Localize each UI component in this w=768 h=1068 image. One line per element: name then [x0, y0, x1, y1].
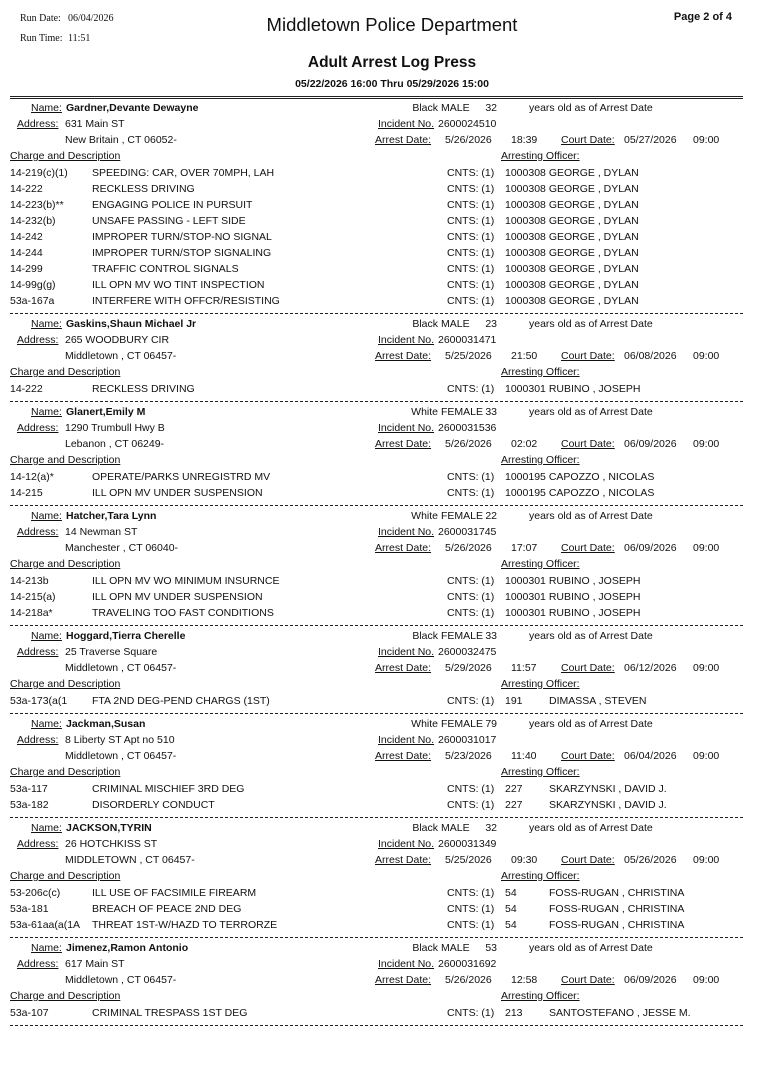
record-divider — [10, 713, 743, 714]
incident-number: 2600032475 — [438, 646, 497, 658]
arrest-date: 5/23/2026 — [445, 750, 492, 762]
charge-counts: CNTS: (1) — [447, 263, 495, 275]
arrest-time: 12:58 — [511, 974, 538, 986]
arrest-time: 11:40 — [511, 750, 537, 762]
arrestee-sex: FEMALE — [441, 718, 484, 730]
arrest-records — [0, 101, 768, 1029]
charge-counts: CNTS: (1) — [447, 799, 495, 811]
charge-code: 14-299 — [10, 263, 43, 275]
age-suffix: years old as of Arrest Date — [529, 718, 653, 730]
charge-code: 14-219(c)(1) — [10, 167, 68, 179]
charge-header: Charge and Description — [10, 678, 121, 690]
age-suffix: years old as of Arrest Date — [529, 510, 653, 522]
incident-number: 2600031349 — [438, 838, 497, 850]
charge-counts: CNTS: (1) — [447, 199, 495, 211]
arrestee-age: 23 — [485, 318, 497, 330]
charge-description: THREAT 1ST-W/HAZD TO TERRORZE — [92, 919, 278, 931]
court-date-label: Court Date: — [561, 542, 615, 554]
arrest-record — [0, 717, 768, 821]
officer-id: 213 — [505, 1007, 523, 1019]
court-time: 09:00 — [693, 438, 720, 450]
arresting-officer-header: Arresting Officer: — [501, 454, 580, 466]
officer-id: 1000308 GEORGE , DYLAN — [505, 279, 639, 291]
charge-counts: CNTS: (1) — [447, 903, 495, 915]
incident-number: 2600031536 — [438, 422, 497, 434]
age-suffix: years old as of Arrest Date — [529, 942, 653, 954]
record-divider — [10, 937, 743, 938]
arrestee-sex: MALE — [441, 318, 470, 330]
court-date-label: Court Date: — [561, 438, 615, 450]
address-line-2: Lebanon , CT 06249- — [65, 438, 165, 450]
officer-id: 227 — [505, 799, 523, 811]
court-date-label: Court Date: — [561, 750, 615, 762]
arrest-date-label: Arrest Date: — [375, 438, 432, 450]
record-divider — [10, 625, 743, 626]
incident-label: Incident No. — [378, 838, 435, 850]
arrestee-age: 22 — [485, 510, 497, 522]
officer-id: 1000301 RUBINO , JOSEPH — [505, 607, 641, 619]
arresting-officer-header: Arresting Officer: — [501, 766, 580, 778]
officer-name: CAPOZZO , NICOLAS — [548, 487, 655, 499]
record-divider — [10, 817, 743, 818]
arrestee-name: Gardner,Devante Dewayne — [66, 102, 199, 114]
incident-number: 2600024510 — [438, 118, 497, 130]
arrest-record — [0, 405, 768, 509]
court-date: 05/26/2026 — [624, 854, 677, 866]
arrestee-name: Hatcher,Tara Lynn — [66, 510, 157, 522]
arrestee-race: White — [411, 406, 438, 418]
charge-counts: CNTS: (1) — [447, 1007, 495, 1019]
officer-id: 1000308 GEORGE , DYLAN — [505, 215, 639, 227]
age-suffix: years old as of Arrest Date — [529, 630, 653, 642]
address-line-1: 617 Main ST — [65, 958, 125, 970]
name-label: Name: — [31, 718, 62, 730]
officer-name: GEORGE , DYLAN — [548, 167, 639, 179]
officer-name: FOSS-RUGAN , CHRISTINA — [549, 903, 685, 915]
incident-label: Incident No. — [378, 526, 435, 538]
incident-label: Incident No. — [378, 958, 435, 970]
court-date: 06/08/2026 — [624, 350, 677, 362]
department-name: Middletown Police Department — [266, 14, 518, 35]
incident-label: Incident No. — [378, 334, 435, 346]
court-time: 09:00 — [693, 134, 720, 146]
arrest-record — [0, 509, 768, 629]
officer-id: 1000308 GEORGE , DYLAN — [505, 199, 639, 211]
address-label: Address: — [17, 958, 59, 970]
arrest-record — [0, 821, 768, 941]
address-label: Address: — [17, 422, 59, 434]
court-time: 09:00 — [693, 974, 720, 986]
arrestee-race: White — [411, 510, 438, 522]
address-line-2: Manchester , CT 06040- — [65, 542, 179, 554]
charge-counts: CNTS: (1) — [447, 487, 495, 499]
court-date-label: Court Date: — [561, 350, 615, 362]
address-line-1: 265 WOODBURY CIR — [65, 334, 170, 346]
address-label: Address: — [17, 334, 59, 346]
charge-code: 14-232(b) — [10, 215, 56, 227]
court-time: 09:00 — [693, 542, 720, 554]
address-line-1: 26 HOTCHKISS ST — [65, 838, 158, 850]
arrestee-name: Hoggard,Tierra Cherelle — [66, 630, 186, 642]
officer-name: RUBINO , JOSEPH — [548, 607, 641, 619]
charge-code: 14-215(a) — [10, 591, 56, 603]
arrestee-race: Black — [412, 318, 438, 330]
charge-description: SPEEDING: CAR, OVER 70MPH, LAH — [92, 167, 275, 179]
arresting-officer-header: Arresting Officer: — [501, 870, 580, 882]
incident-number: 2600031745 — [438, 526, 497, 538]
court-date: 06/04/2026 — [624, 750, 677, 762]
arrest-time: 18:39 — [511, 134, 538, 146]
arrest-time: 17:07 — [511, 542, 538, 554]
charge-code: 14-222 — [10, 383, 43, 395]
charge-counts: CNTS: (1) — [447, 887, 495, 899]
address-line-2: Middletown , CT 06457- — [65, 662, 177, 674]
record-divider — [10, 401, 743, 402]
arrest-date: 5/26/2026 — [445, 974, 492, 986]
charge-description: RECKLESS DRIVING — [92, 183, 195, 195]
charge-code: 53a-182 — [10, 799, 49, 811]
arrestee-name: Jackman,Susan — [66, 718, 146, 730]
charge-description: DISORDERLY CONDUCT — [92, 799, 215, 811]
address-label: Address: — [17, 526, 59, 538]
charge-header: Charge and Description — [10, 870, 121, 882]
age-suffix: years old as of Arrest Date — [529, 822, 653, 834]
charge-counts: CNTS: (1) — [447, 783, 495, 795]
address-line-1: 14 Newman ST — [65, 526, 138, 538]
run-time-label: Run Time: — [20, 33, 63, 44]
officer-id: 1000308 GEORGE , DYLAN — [505, 167, 639, 179]
officer-name: GEORGE , DYLAN — [548, 279, 639, 291]
arresting-officer-header: Arresting Officer: — [501, 990, 580, 1002]
officer-name: GEORGE , DYLAN — [548, 263, 639, 275]
officer-id: 1000301 RUBINO , JOSEPH — [505, 575, 641, 587]
arrestee-sex: FEMALE — [441, 406, 484, 418]
officer-name: GEORGE , DYLAN — [548, 231, 639, 243]
address-line-1: 631 Main ST — [65, 118, 125, 130]
address-line-2: Middletown , CT 06457- — [65, 750, 177, 762]
arrestee-sex: MALE — [441, 822, 470, 834]
officer-name: RUBINO , JOSEPH — [548, 383, 641, 395]
age-suffix: years old as of Arrest Date — [529, 102, 653, 114]
arrest-date-label: Arrest Date: — [375, 854, 432, 866]
charge-counts: CNTS: (1) — [447, 575, 495, 587]
charge-description: IMPROPER TURN/STOP SIGNALING — [92, 247, 272, 259]
charge-code: 14-242 — [10, 231, 43, 243]
arrest-date-label: Arrest Date: — [375, 974, 432, 986]
incident-label: Incident No. — [378, 734, 435, 746]
court-date: 05/27/2026 — [624, 134, 677, 146]
arrestee-race: Black — [412, 102, 438, 114]
arrestee-race: White — [411, 718, 438, 730]
charge-counts: CNTS: (1) — [447, 471, 495, 483]
charge-description: TRAFFIC CONTROL SIGNALS — [92, 263, 239, 275]
officer-name: GEORGE , DYLAN — [548, 199, 639, 211]
officer-name: SKARZYNSKI , DAVID J. — [549, 783, 667, 795]
court-time: 09:00 — [693, 350, 720, 362]
charge-header: Charge and Description — [10, 990, 121, 1002]
charge-code: 14-223(b)** — [10, 199, 64, 211]
charge-description: ILL USE OF FACSIMILE FIREARM — [92, 887, 257, 899]
court-date: 06/09/2026 — [624, 438, 677, 450]
name-label: Name: — [31, 822, 62, 834]
charge-description: TRAVELING TOO FAST CONDITIONS — [92, 607, 274, 619]
name-label: Name: — [31, 510, 62, 522]
record-divider — [10, 1025, 743, 1026]
charge-code: 53a-181 — [10, 903, 49, 915]
charge-header: Charge and Description — [10, 558, 121, 570]
arrest-record — [0, 101, 768, 317]
address-label: Address: — [17, 118, 59, 130]
address-line-1: 25 Traverse Square — [65, 646, 158, 658]
record-divider — [10, 313, 743, 314]
name-label: Name: — [31, 318, 62, 330]
officer-name: GEORGE , DYLAN — [548, 247, 639, 259]
officer-id: 1000301 RUBINO , JOSEPH — [505, 383, 641, 395]
charge-counts: CNTS: (1) — [447, 231, 495, 243]
arrestee-age: 33 — [485, 630, 497, 642]
arrest-date-label: Arrest Date: — [375, 750, 432, 762]
address-line-2: Middletown , CT 06457- — [65, 974, 177, 986]
charge-code: 53a-107 — [10, 1007, 49, 1019]
arrest-date-label: Arrest Date: — [375, 662, 432, 674]
court-date-label: Court Date: — [561, 662, 615, 674]
officer-id: 1000308 GEORGE , DYLAN — [505, 263, 639, 275]
arresting-officer-header: Arresting Officer: — [501, 150, 580, 162]
incident-number: 2600031692 — [438, 958, 497, 970]
charge-code: 14-218a* — [10, 607, 53, 619]
charge-description: ILL OPN MV UNDER SUSPENSION — [92, 591, 263, 603]
court-date: 06/09/2026 — [624, 974, 677, 986]
charge-description: ILL OPN MV WO TINT INSPECTION — [92, 279, 265, 291]
charge-counts: CNTS: (1) — [447, 247, 495, 259]
name-label: Name: — [31, 630, 62, 642]
age-suffix: years old as of Arrest Date — [529, 406, 653, 418]
charge-description: OPERATE/PARKS UNREGISTRD MV — [92, 471, 271, 483]
officer-name: SKARZYNSKI , DAVID J. — [549, 799, 667, 811]
charge-code: 53a-61aa(a(1A — [10, 919, 81, 931]
officer-id: 1000308 GEORGE , DYLAN — [505, 295, 639, 307]
officer-id: 227 — [505, 783, 523, 795]
charge-code: 14-99g(g) — [10, 279, 56, 291]
name-label: Name: — [31, 102, 62, 114]
charge-description: CRIMINAL TRESPASS 1ST DEG — [92, 1007, 248, 1019]
court-date-label: Court Date: — [561, 854, 615, 866]
charge-code: 53a-173(a(1 — [10, 695, 68, 707]
officer-id: 1000301 RUBINO , JOSEPH — [505, 591, 641, 603]
arrest-date: 5/26/2026 — [445, 542, 492, 554]
record-divider — [10, 505, 743, 506]
arrest-time: 11:57 — [511, 662, 537, 674]
charge-counts: CNTS: (1) — [447, 215, 495, 227]
charge-counts: CNTS: (1) — [447, 695, 495, 707]
charge-counts: CNTS: (1) — [447, 591, 495, 603]
page-number: Page 2 of 4 — [673, 11, 732, 23]
charge-header: Charge and Description — [10, 150, 121, 162]
charge-description: RECKLESS DRIVING — [92, 383, 195, 395]
officer-name: FOSS-RUGAN , CHRISTINA — [549, 887, 685, 899]
officer-id: 54 — [505, 919, 517, 931]
name-label: Name: — [31, 406, 62, 418]
incident-number: 2600031471 — [438, 334, 497, 346]
officer-name: RUBINO , JOSEPH — [548, 575, 641, 587]
arrestee-age: 53 — [485, 942, 497, 954]
court-time: 09:00 — [693, 854, 720, 866]
address-label: Address: — [17, 734, 59, 746]
charge-description: FTA 2ND DEG-PEND CHARGS (1ST) — [92, 695, 270, 707]
arrest-record — [0, 317, 768, 405]
court-date-label: Court Date: — [561, 134, 615, 146]
charge-description: INTERFERE WITH OFFCR/RESISTING — [92, 295, 280, 307]
charge-description: CRIMINAL MISCHIEF 3RD DEG — [92, 783, 245, 795]
arrest-date: 5/29/2026 — [445, 662, 492, 674]
charge-description: ENGAGING POLICE IN PURSUIT — [92, 199, 253, 211]
arrest-date-label: Arrest Date: — [375, 350, 432, 362]
officer-id: 1000308 GEORGE , DYLAN — [505, 247, 639, 259]
charge-code: 14-244 — [10, 247, 43, 259]
officer-id: 54 — [505, 887, 517, 899]
officer-name: GEORGE , DYLAN — [548, 215, 639, 227]
charge-description: ILL OPN MV UNDER SUSPENSION — [92, 487, 263, 499]
charge-counts: CNTS: (1) — [447, 607, 495, 619]
header-divider — [10, 96, 743, 99]
charge-description: UNSAFE PASSING - LEFT SIDE — [92, 215, 246, 227]
arrestee-name: Gaskins,Shaun Michael Jr — [66, 318, 197, 330]
date-range: 05/22/2026 16:00 Thru 05/29/2026 15:00 — [295, 78, 489, 90]
arrest-date: 5/25/2026 — [445, 854, 492, 866]
charge-code: 14-213b — [10, 575, 49, 587]
charge-header: Charge and Description — [10, 454, 121, 466]
address-line-1: 8 Liberty ST Apt no 510 — [65, 734, 175, 746]
arrest-time: 21:50 — [511, 350, 538, 362]
arrestee-age: 79 — [485, 718, 497, 730]
charge-code: 14-215 — [10, 487, 43, 499]
arrestee-sex: FEMALE — [441, 630, 484, 642]
arrest-time: 09:30 — [511, 854, 538, 866]
charge-description: ILL OPN MV WO MINIMUM INSURNCE — [92, 575, 280, 587]
officer-id: 54 — [505, 903, 517, 915]
officer-name: GEORGE , DYLAN — [548, 183, 639, 195]
incident-label: Incident No. — [378, 422, 435, 434]
report-title: Adult Arrest Log Press — [307, 54, 477, 71]
address-label: Address: — [17, 646, 59, 658]
arrestee-sex: FEMALE — [441, 510, 484, 522]
address-line-2: Middletown , CT 06457- — [65, 350, 177, 362]
arrestee-race: Black — [412, 942, 438, 954]
arrest-date: 5/26/2026 — [445, 438, 492, 450]
age-suffix: years old as of Arrest Date — [529, 318, 653, 330]
charge-code: 14-12(a)* — [10, 471, 54, 483]
arrestee-race: Black — [412, 822, 438, 834]
charge-counts: CNTS: (1) — [447, 183, 495, 195]
arrestee-age: 32 — [485, 102, 497, 114]
charge-header: Charge and Description — [10, 366, 121, 378]
officer-id: 1000308 GEORGE , DYLAN — [505, 183, 639, 195]
arrest-record — [0, 629, 768, 717]
officer-id: 191 — [505, 695, 523, 707]
officer-id: 1000195 CAPOZZO , NICOLAS — [505, 487, 655, 499]
arresting-officer-header: Arresting Officer: — [501, 558, 580, 570]
court-date-label: Court Date: — [561, 974, 615, 986]
incident-label: Incident No. — [378, 118, 435, 130]
officer-name: RUBINO , JOSEPH — [548, 591, 641, 603]
court-date: 06/09/2026 — [624, 542, 677, 554]
charge-counts: CNTS: (1) — [447, 919, 495, 931]
charge-code: 53-206c(c) — [10, 887, 61, 899]
arresting-officer-header: Arresting Officer: — [501, 678, 580, 690]
arrestee-sex: MALE — [441, 102, 470, 114]
address-label: Address: — [17, 838, 59, 850]
arrestee-name: Glanert,Emily M — [66, 406, 146, 418]
run-date-value: 06/04/2026 — [68, 13, 114, 24]
run-time-value: 11:51 — [68, 33, 91, 44]
officer-id: 1000308 GEORGE , DYLAN — [505, 231, 639, 243]
name-label: Name: — [31, 942, 62, 954]
address-line-2: MIDDLETOWN , CT 06457- — [65, 854, 195, 866]
court-date: 06/12/2026 — [624, 662, 677, 674]
arrest-time: 02:02 — [511, 438, 538, 450]
charge-counts: CNTS: (1) — [447, 279, 495, 291]
officer-name: CAPOZZO , NICOLAS — [548, 471, 655, 483]
charge-code: 14-222 — [10, 183, 43, 195]
officer-name: FOSS-RUGAN , CHRISTINA — [549, 919, 685, 931]
officer-id: 1000195 CAPOZZO , NICOLAS — [505, 471, 655, 483]
arrest-date: 5/25/2026 — [445, 350, 492, 362]
address-line-1: 1290 Trumbull Hwy B — [65, 422, 165, 434]
charge-description: IMPROPER TURN/STOP-NO SIGNAL — [92, 231, 272, 243]
arrestee-sex: MALE — [441, 942, 470, 954]
arresting-officer-header: Arresting Officer: — [501, 366, 580, 378]
run-date-label: Run Date: — [20, 13, 61, 24]
address-line-2: New Britain , CT 06052- — [65, 134, 177, 146]
arrest-date-label: Arrest Date: — [375, 134, 432, 146]
incident-label: Incident No. — [378, 646, 435, 658]
charge-counts: CNTS: (1) — [447, 383, 495, 395]
charge-description: BREACH OF PEACE 2ND DEG — [92, 903, 242, 915]
arrestee-race: Black — [412, 630, 438, 642]
officer-name: SANTOSTEFANO , JESSE M. — [549, 1007, 691, 1019]
charge-counts: CNTS: (1) — [447, 167, 495, 179]
arrestee-age: 32 — [485, 822, 497, 834]
arrestee-name: JACKSON,TYRIN — [66, 822, 152, 834]
arrest-record — [0, 941, 768, 1029]
arrestee-age: 33 — [485, 406, 497, 418]
arrestee-name: Jimenez,Ramon Antonio — [66, 942, 189, 954]
charge-code: 53a-167a — [10, 295, 55, 307]
charge-code: 53a-117 — [10, 783, 48, 795]
officer-name: DIMASSA , STEVEN — [549, 695, 647, 707]
officer-name: GEORGE , DYLAN — [548, 295, 639, 307]
court-time: 09:00 — [693, 750, 720, 762]
arrest-date-label: Arrest Date: — [375, 542, 432, 554]
court-time: 09:00 — [693, 662, 720, 674]
charge-counts: CNTS: (1) — [447, 295, 495, 307]
incident-number: 2600031017 — [438, 734, 497, 746]
arrest-date: 5/26/2026 — [445, 134, 492, 146]
charge-header: Charge and Description — [10, 766, 121, 778]
